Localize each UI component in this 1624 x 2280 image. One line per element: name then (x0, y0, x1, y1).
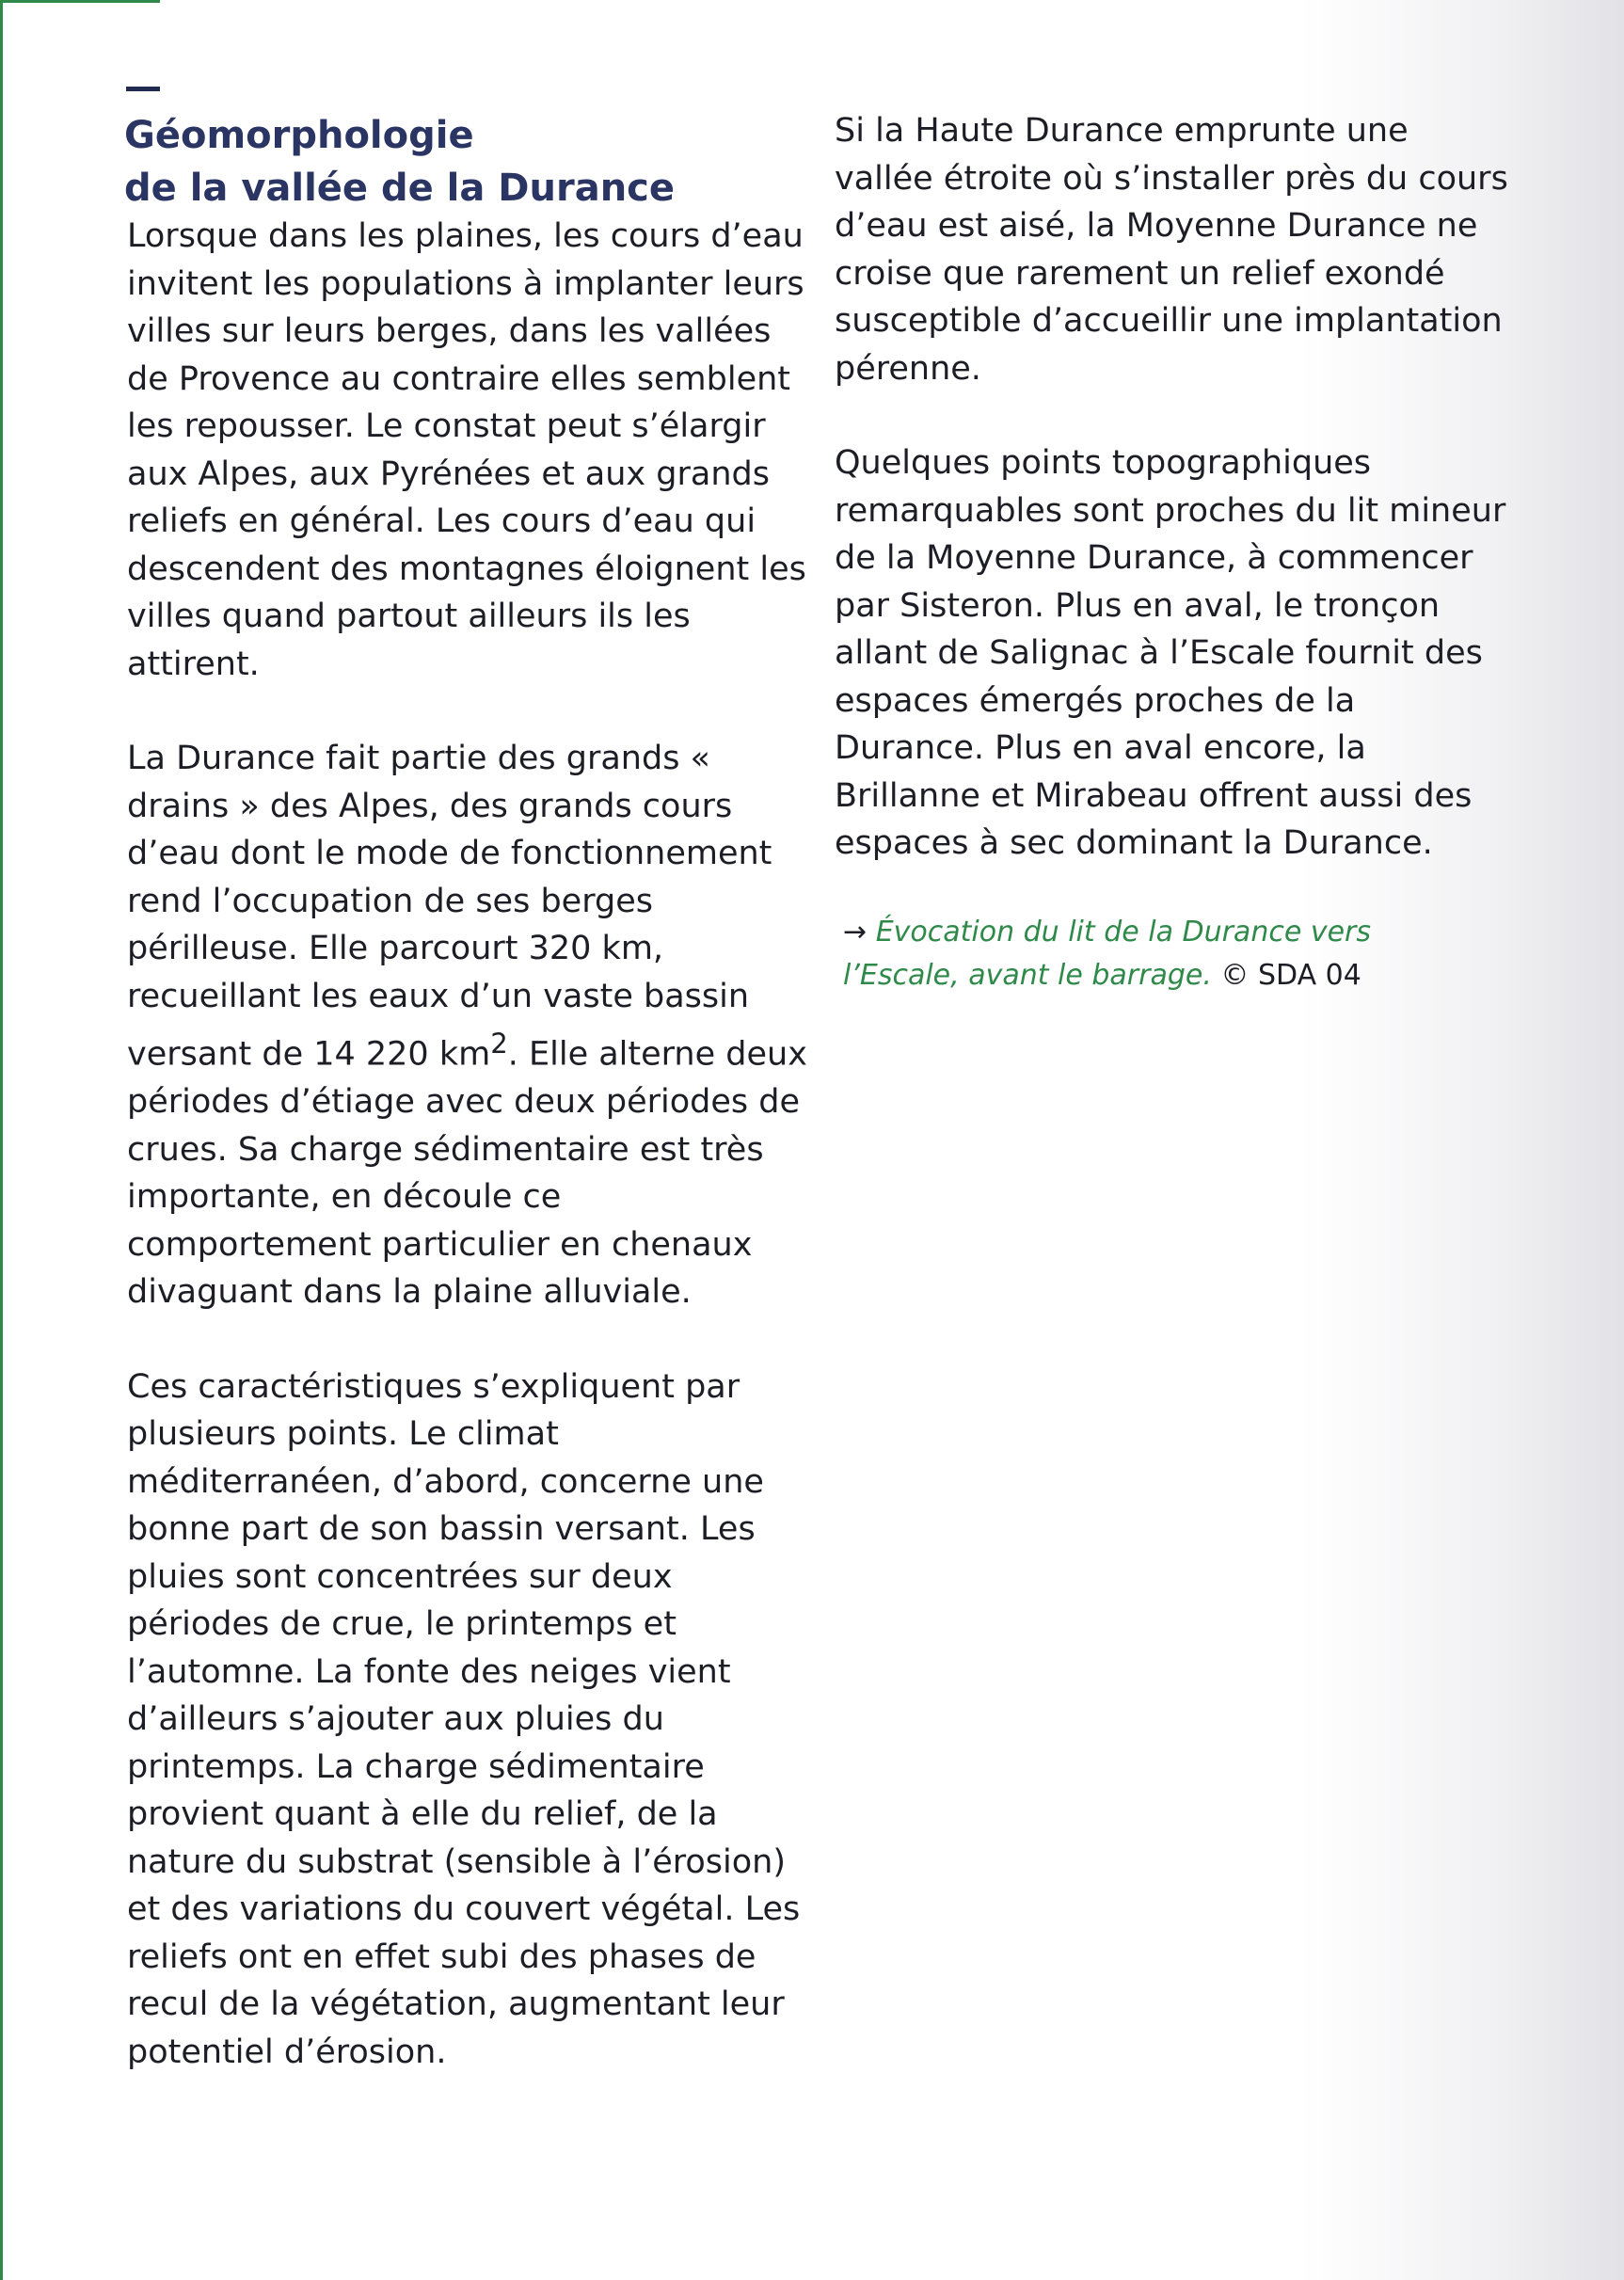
heading-dash-marker (126, 87, 160, 91)
section-heading (124, 109, 802, 215)
page-top-edge-line (0, 0, 160, 3)
paragraph-characteristics: Ces caractéristiques s’expliquent par plusieurs points. Le climat méditerranéen, d’abord, concerne une bonne part de son bassin versant. Les pluies sont concentrées sur deux périodes de crue, le printemps et l’automne. La fonte des neiges vient d’ailleurs s’ajouter aux pluies du printemps. La charge sédimentaire provient quant à elle du relief, de la nature du substrat (sensible à l’érosion) et des variations du couvert végétal. Les reliefs ont en effet subi des phases de recul de la végétation, augmentant leur potentiel d’érosion. (127, 1367, 801, 2071)
paragraph-topographic-points: Quelques points topographiques remarquables sont proches du lit mineur de la Moyenne Durance, à commencer par Sisteron. Plus en aval, le tronçon allant de Salignac à l’Escale fournit des espaces émergés proches de la Durance. Plus en aval encore, la Brillanne et Mirabeau offrent aussi des espaces à sec dominant la Durance. (835, 444, 1506, 862)
heading-line-1: Géomorphologie (124, 114, 474, 157)
page-edge-line (0, 0, 3, 2280)
paragraph-durance-text-after: . Elle alterne deux périodes d’étiage avec deux périodes de crues. Sa charge sédimentaire est très importante, en découle ce comportement particulier en chenaux divaguant dans la plaine alluviale. (127, 1035, 807, 1312)
heading-line-2: de la vallée de la Durance (124, 167, 676, 210)
paragraph-durance-drains (127, 735, 814, 1316)
paragraph-haute-moyenne-durance: Si la Haute Durance emprunte une vallée étroite où s’installer près du cours d’eau est aisé, la Moyenne Durance ne croise que rarement un relief exondé susceptible d’accueillir une implantation pérenne. (835, 112, 1508, 388)
superscript-squared: 2 (490, 1028, 508, 1060)
caption-text: Évocation du lit de la Durance vers l’Escale, avant le barrage. (843, 916, 1371, 992)
arrow-right-icon: → (843, 916, 868, 949)
image-caption (843, 911, 1464, 997)
left-text-column (127, 213, 814, 2076)
right-text-column (835, 107, 1512, 868)
caption-credit: © SDA 04 (1220, 959, 1361, 992)
paragraph-plains-and-valleys: Lorsque dans les plaines, les cours d’eau invitent les populations à implanter leurs villes sur leurs berges, dans les vallées de Provence au contraire elles semblent les repousser. Le constat peut s’élargir aux Alpes, aux Pyrénées et aux grands reliefs en général. Les cours d’eau qui descendent des montagnes éloignent les villes quand partout ailleurs ils les attirent. (127, 217, 806, 683)
paragraph-durance-text-before: La Durance fait partie des grands « drains » des Alpes, des grands cours d’eau dont le mode de fonctionnement rend l’occupation de ses berges périlleuse. Elle parcourt 320 km, recueillant les eaux d’un vaste bassin versant de 14 220 km (127, 740, 772, 1074)
